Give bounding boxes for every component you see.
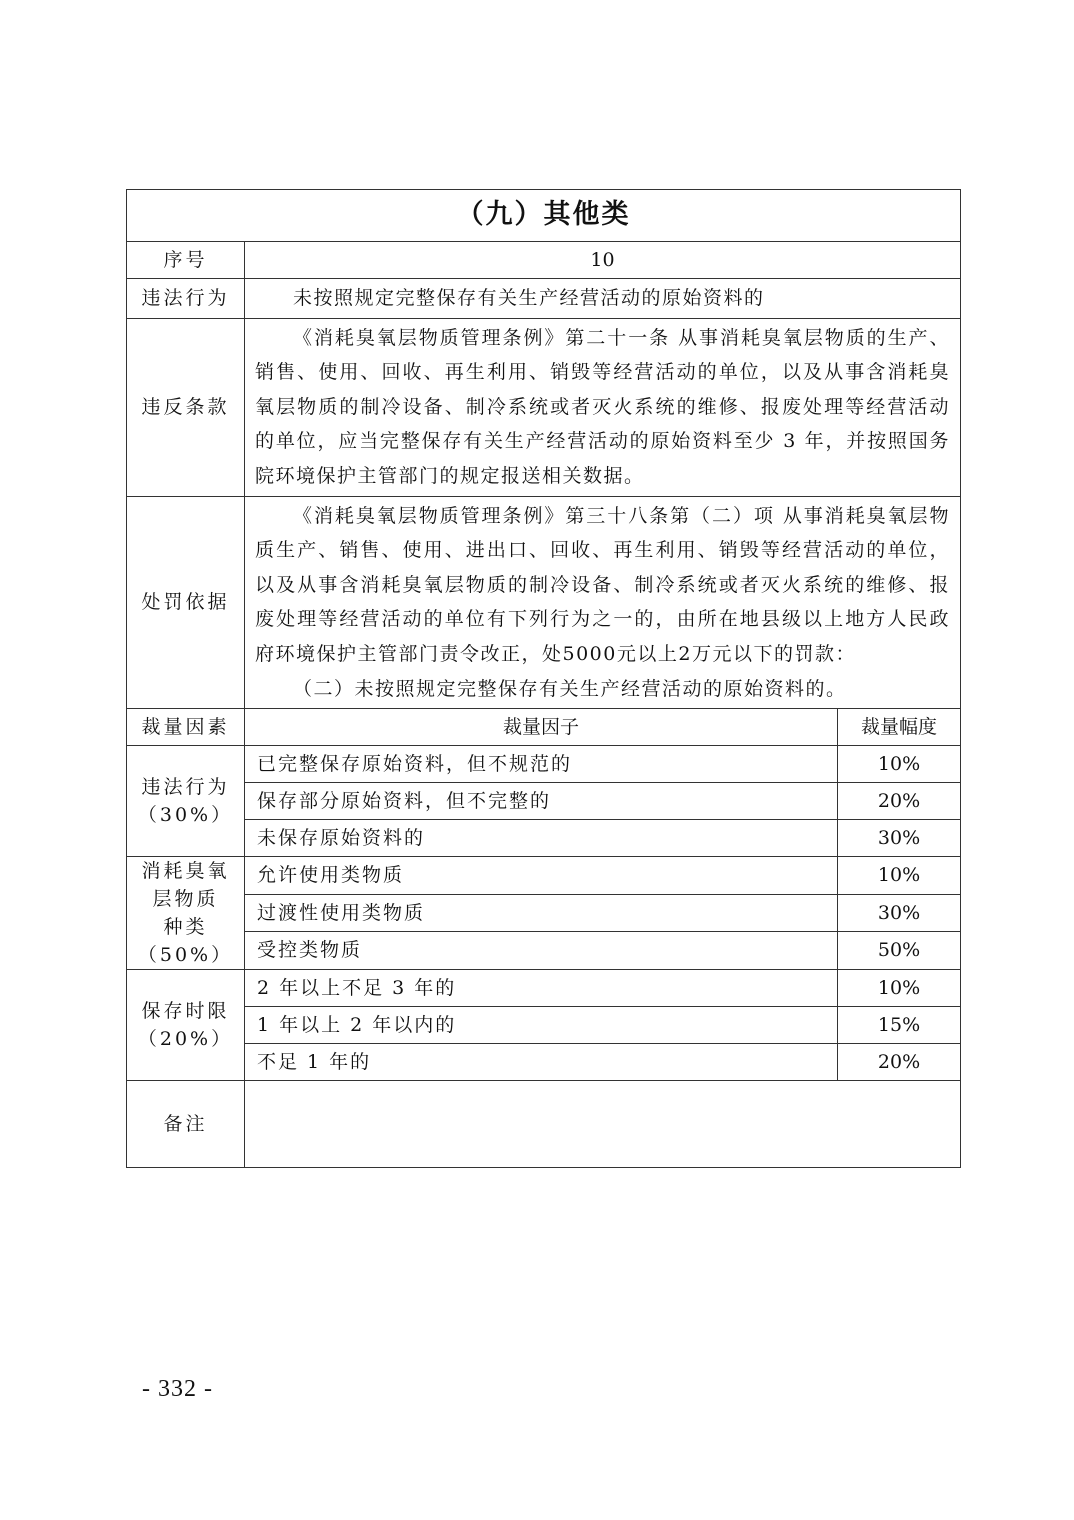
clause-label: 违反条款 <box>127 318 245 496</box>
factor-header-col2: 裁量因子 <box>245 709 838 746</box>
factor-cell: 不足 1 年的 <box>245 1044 838 1081</box>
remark-label: 备注 <box>127 1081 245 1168</box>
penalty-discretion-table <box>126 189 961 1168</box>
violation-label: 违法行为 <box>127 279 245 319</box>
group-label-line: （50%） <box>137 944 234 967</box>
seq-value: 10 <box>245 242 961 279</box>
group-label-retention-period <box>127 970 245 1081</box>
factor-cell: 保存部分原始资料，但不完整的 <box>245 783 838 820</box>
seq-label: 序号 <box>127 242 245 279</box>
range-cell: 20% <box>838 1044 961 1081</box>
group-label-line: （20%） <box>137 1028 234 1051</box>
range-cell: 20% <box>838 783 961 820</box>
basis-text-cell <box>245 496 961 709</box>
factor-cell: 2 年以上不足 3 年的 <box>245 970 838 1007</box>
group-label-line: 违法行为 <box>141 776 230 799</box>
group-label-line: 层物质 <box>152 888 219 911</box>
basis-label: 处罚依据 <box>127 496 245 709</box>
factor-header-col1: 裁量因素 <box>127 709 245 746</box>
factor-cell: 未保存原始资料的 <box>245 820 838 857</box>
range-cell: 10% <box>838 746 961 783</box>
range-cell: 30% <box>838 820 961 857</box>
group-label-substance-type <box>127 857 245 970</box>
factor-cell: 已完整保存原始资料，但不规范的 <box>245 746 838 783</box>
range-cell: 10% <box>838 970 961 1007</box>
group-label-line: （30%） <box>137 804 234 827</box>
violation-text: 未按照规定完整保存有关生产经营活动的原始资料的 <box>293 287 765 309</box>
range-cell: 50% <box>838 932 961 970</box>
range-cell: 15% <box>838 1007 961 1044</box>
factor-cell: 受控类物质 <box>245 932 838 970</box>
range-cell: 30% <box>838 894 961 932</box>
table-title: （九）其他类 <box>127 190 961 242</box>
group-label-violation <box>127 746 245 857</box>
clause-text-cell <box>245 318 961 496</box>
clause-text: 《消耗臭氧层物质管理条例》第二十一条 从事消耗臭氧层物质的生产、销售、使用、回收、再生利用、销毁等经营活动的单位，以及从事含消耗臭氧层物质的制冷设备、制冷系统或者灭火系统的维修、报废处理等经营活动的单位，应当完整保存有关生产经营活动的原始资料至少 3 年，并按照国务院环境保护主管部门的规定报送相关数据。 <box>255 326 951 487</box>
factor-cell: 过渡性使用类物质 <box>245 894 838 932</box>
violation-text-cell <box>245 279 961 319</box>
range-cell: 10% <box>838 857 961 895</box>
group-label-line: 保存时限 <box>141 1000 230 1023</box>
basis-paragraph-2: （二）未按照规定完整保存有关生产经营活动的原始资料的。 <box>293 677 847 700</box>
group-label-line: 消耗臭氧 <box>141 860 230 883</box>
group-label-line: 种类 <box>163 916 208 939</box>
factor-cell: 1 年以上 2 年以内的 <box>245 1007 838 1044</box>
factor-header-col3: 裁量幅度 <box>838 709 961 746</box>
basis-paragraph-1: 《消耗臭氧层物质管理条例》第三十八条第（二）项 从事消耗臭氧层物质生产、销售、使用、进出口、回收、再生利用、销毁等经营活动的单位，以及从事含消耗臭氧层物质的制冷设备、制冷系统或者灭火系统的维修、报废处理等经营活动的单位有下列行为之一的，由所在地县级以上地方人民政府环境保护主管部门责令改正，处5000元以上2万元以下的罚款： <box>255 504 951 665</box>
remark-text <box>245 1081 961 1168</box>
page-number: - 332 - <box>142 1376 213 1402</box>
factor-cell: 允许使用类物质 <box>245 857 838 895</box>
